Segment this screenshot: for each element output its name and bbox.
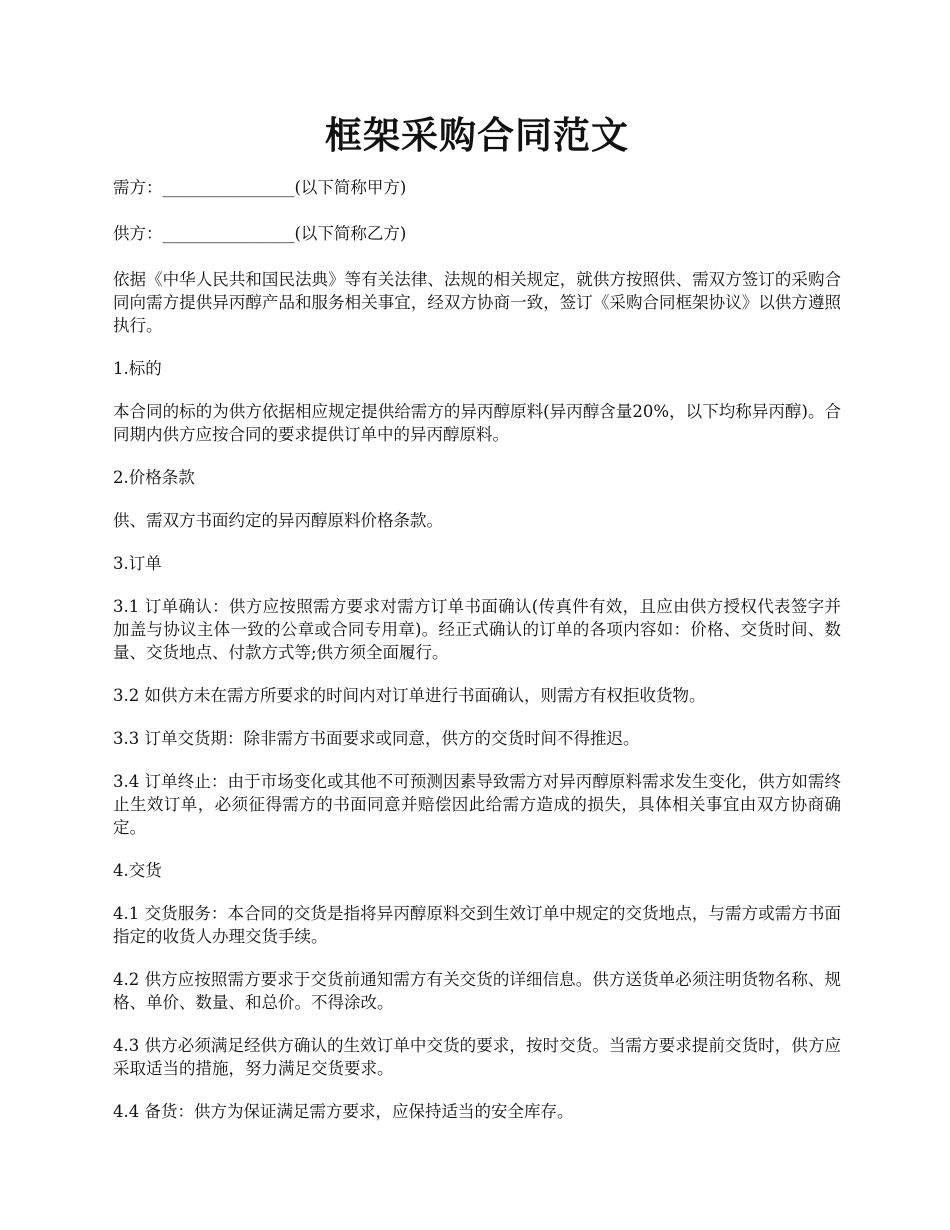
section-heading-delivery: 4.交货 (113, 861, 162, 880)
document-page (113, 108, 841, 1143)
clause-3-3: 3.3 订单交货期：除非需方书面要求或同意，供方的交货时间不得推迟。 (113, 729, 640, 748)
preamble-paragraph: 依据《中华人民共和国民法典》等有关法律、法规的相关规定，就供方按照供、需双方签订的采购合同向需方提供异丙醇产品和服务相关事宜，经双方协商一致，签订《采购合同框架协议》以供方遵照执行。 (113, 270, 841, 335)
clause-4-3: 4.3 供方必须满足经供方确认的生效订单中交货的要求，按时交货。当需方要求提前交货时，供方应采取适当的措施，努力满足交货要求。 (113, 1036, 841, 1078)
section-heading-subject: 1.标的 (113, 359, 162, 378)
section-heading-order: 3.订单 (113, 554, 162, 573)
clause-4-2: 4.2 供方应按照需方要求于交货前通知需方有关交货的详细信息。供方送货单必须注明货物名称、规格、单价、数量、和总价。不得涂改。 (113, 970, 841, 1012)
section-heading-price: 2.价格条款 (113, 468, 195, 487)
party-b-line: 供方：________________(以下简称乙方) (113, 224, 407, 243)
document-title: 框架采购合同范文 (325, 113, 629, 157)
clause-3-4: 3.4 订单终止：由于市场变化或其他不可预测因素导致需方对异丙醇原料需求发生变化，供方如需终止生效订单，必须征得需方的书面同意并赔偿因此给需方造成的损失，具体相关事宜由双方协商确定。 (113, 772, 841, 837)
clause-4-4: 4.4 备货：供方为保证满足需方要求，应保持适当的安全库存。 (113, 1102, 574, 1121)
clause-3-1: 3.1 订单确认：供方应按照需方要求对需方订单书面确认(传真件有效，且应由供方授权代表签字并加盖与协议主体一致的公章或合同专用章)。经正式确认的订单的各项内容如：价格、交货时间、数量、交货地点、付款方式等;供方须全面履行。 (113, 597, 841, 662)
clause-4-1: 4.1 交货服务：本合同的交货是指将异丙醇原料交到生效订单中规定的交货地点，与需方或需方书面指定的收货人办理交货手续。 (113, 904, 841, 946)
party-a-line: 需方：________________(以下简称甲方) (113, 178, 407, 197)
price-paragraph: 供、需双方书面约定的异丙醇原料价格条款。 (113, 511, 443, 530)
subject-paragraph: 本合同的标的为供方依据相应规定提供给需方的异丙醇原料(异丙醇含量20%，以下均称异丙醇)。合同期内供方应按合同的要求提供订单中的异丙醇原料。 (113, 402, 841, 444)
clause-3-2: 3.2 如供方未在需方所要求的时间内对订单进行书面确认，则需方有权拒收货物。 (113, 686, 706, 705)
